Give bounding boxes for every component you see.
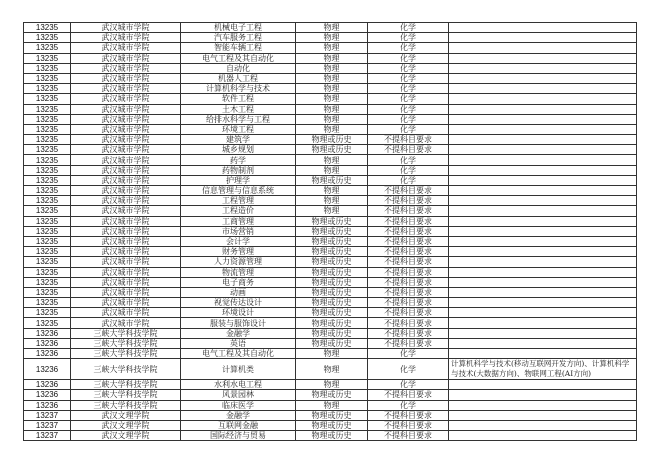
school-name-cell: 三峡大学科技学院 [71,328,181,338]
note-cell [449,277,637,287]
school-name-cell: 武汉城市学院 [71,155,181,165]
school-code-cell: 13235 [24,94,71,104]
first-subject-cell: 物理或历史 [296,298,368,308]
table-row [24,145,637,155]
school-name-cell: 武汉城市学院 [71,318,181,328]
second-subject-cell: 不提科目要求 [368,318,449,328]
school-name-cell: 武汉城市学院 [71,63,181,73]
table-row [24,63,637,73]
note-cell [449,410,637,420]
note-cell [449,196,637,206]
first-subject-cell: 物理或历史 [296,410,368,420]
second-subject-cell: 不提科目要求 [368,431,449,441]
table-row [24,410,637,420]
major-name-cell: 互联网金融 [181,420,296,430]
school-name-cell: 武汉文理学院 [71,410,181,420]
school-code-cell: 13235 [24,308,71,318]
major-name-cell: 工程造价 [181,206,296,216]
table-row [24,114,637,124]
note-cell [449,431,637,441]
major-name-cell: 电气工程及其自动化 [181,349,296,359]
table-body [24,23,637,441]
note-cell [449,318,637,328]
note-cell [449,287,637,297]
school-name-cell: 武汉城市学院 [71,257,181,267]
school-name-cell: 武汉城市学院 [71,23,181,33]
major-name-cell: 给排水科学与工程 [181,114,296,124]
school-code-cell: 13236 [24,338,71,348]
second-subject-cell: 不提科目要求 [368,206,449,216]
note-cell [449,23,637,33]
note-cell [449,114,637,124]
table-row [24,165,637,175]
second-subject-cell: 化学 [368,33,449,43]
school-code-cell: 13235 [24,145,71,155]
first-subject-cell: 物理或历史 [296,145,368,155]
note-cell [449,33,637,43]
table-row [24,135,637,145]
major-name-cell: 软件工程 [181,94,296,104]
school-name-cell: 武汉城市学院 [71,236,181,246]
table-row [24,53,637,63]
school-name-cell: 三峡大学科技学院 [71,359,181,380]
second-subject-cell: 不提科目要求 [368,410,449,420]
second-subject-cell: 化学 [368,124,449,134]
major-name-cell: 财务管理 [181,247,296,257]
table-row [24,94,637,104]
second-subject-cell: 不提科目要求 [368,226,449,236]
first-subject-cell: 物理或历史 [296,257,368,267]
first-subject-cell: 物理 [296,104,368,114]
note-cell [449,349,637,359]
school-code-cell: 13235 [24,216,71,226]
note-cell [449,165,637,175]
first-subject-cell: 物理或历史 [296,431,368,441]
school-name-cell: 武汉城市学院 [71,206,181,216]
table-row [24,206,637,216]
school-code-cell: 13235 [24,206,71,216]
second-subject-cell: 不提科目要求 [368,390,449,400]
school-code-cell: 13236 [24,400,71,410]
school-name-cell: 武汉文理学院 [71,431,181,441]
school-name-cell: 三峡大学科技学院 [71,400,181,410]
note-cell [449,338,637,348]
school-name-cell: 武汉城市学院 [71,298,181,308]
note-cell [449,400,637,410]
first-subject-cell: 物理或历史 [296,328,368,338]
note-cell [449,84,637,94]
first-subject-cell: 物理或历史 [296,287,368,297]
table-row [24,236,637,246]
second-subject-cell: 不提科目要求 [368,328,449,338]
school-code-cell: 13235 [24,23,71,33]
subject-requirements-table [23,22,637,441]
school-name-cell: 武汉城市学院 [71,175,181,185]
school-code-cell: 13235 [24,135,71,145]
note-cell [449,175,637,185]
school-code-cell: 13237 [24,420,71,430]
major-name-cell: 物流管理 [181,267,296,277]
note-cell [449,420,637,430]
table-row [24,359,637,380]
school-code-cell: 13235 [24,73,71,83]
major-name-cell: 土木工程 [181,104,296,114]
second-subject-cell: 不提科目要求 [368,257,449,267]
note-cell: 计算机科学与技术(移动互联网开发方向)、计算机科学与技术(大数据方向)、物联网工程(AI方向) [449,359,637,380]
note-cell [449,236,637,246]
note-cell [449,206,637,216]
school-code-cell: 13235 [24,277,71,287]
major-name-cell: 电气工程及其自动化 [181,53,296,63]
school-name-cell: 武汉城市学院 [71,145,181,155]
table-row [24,267,637,277]
school-name-cell: 武汉城市学院 [71,267,181,277]
school-name-cell: 三峡大学科技学院 [71,390,181,400]
second-subject-cell: 化学 [368,349,449,359]
school-code-cell: 13235 [24,267,71,277]
table-row [24,338,637,348]
first-subject-cell: 物理或历史 [296,277,368,287]
note-cell [449,124,637,134]
school-name-cell: 武汉城市学院 [71,104,181,114]
school-code-cell: 13235 [24,53,71,63]
second-subject-cell: 不提科目要求 [368,216,449,226]
major-name-cell: 汽车服务工程 [181,33,296,43]
major-name-cell: 风景园林 [181,390,296,400]
major-name-cell: 视觉传达设计 [181,298,296,308]
second-subject-cell: 化学 [368,155,449,165]
table-row [24,216,637,226]
school-name-cell: 三峡大学科技学院 [71,380,181,390]
school-name-cell: 武汉城市学院 [71,226,181,236]
major-name-cell: 英语 [181,338,296,348]
table-row [24,155,637,165]
first-subject-cell: 物理或历史 [296,420,368,430]
table-row [24,186,637,196]
second-subject-cell: 不提科目要求 [368,267,449,277]
note-cell [449,257,637,267]
note-cell [449,226,637,236]
school-code-cell: 13235 [24,84,71,94]
table-row [24,23,637,33]
major-name-cell: 建筑学 [181,135,296,145]
first-subject-cell: 物理或历史 [296,175,368,185]
major-name-cell: 自动化 [181,63,296,73]
school-name-cell: 武汉城市学院 [71,186,181,196]
second-subject-cell: 化学 [368,53,449,63]
table-row [24,298,637,308]
school-code-cell: 13235 [24,63,71,73]
table-row [24,287,637,297]
major-name-cell: 机器人工程 [181,73,296,83]
school-name-cell: 武汉城市学院 [71,196,181,206]
major-name-cell: 环境工程 [181,124,296,134]
school-name-cell: 武汉城市学院 [71,135,181,145]
table-row [24,318,637,328]
first-subject-cell: 物理 [296,380,368,390]
note-cell [449,267,637,277]
first-subject-cell: 物理 [296,196,368,206]
school-name-cell: 武汉城市学院 [71,287,181,297]
school-code-cell: 13235 [24,124,71,134]
note-cell [449,104,637,114]
major-name-cell: 药学 [181,155,296,165]
second-subject-cell: 化学 [368,104,449,114]
school-code-cell: 13236 [24,359,71,380]
first-subject-cell: 物理或历史 [296,135,368,145]
major-name-cell: 电子商务 [181,277,296,287]
table-row [24,226,637,236]
school-code-cell: 13235 [24,186,71,196]
school-code-cell: 13236 [24,349,71,359]
second-subject-cell: 不提科目要求 [368,298,449,308]
first-subject-cell: 物理或历史 [296,216,368,226]
second-subject-cell: 不提科目要求 [368,135,449,145]
school-name-cell: 武汉文理学院 [71,420,181,430]
note-cell [449,247,637,257]
school-name-cell: 武汉城市学院 [71,165,181,175]
table-row [24,277,637,287]
table-row [24,84,637,94]
second-subject-cell: 化学 [368,165,449,175]
major-name-cell: 工程管理 [181,196,296,206]
table-row [24,196,637,206]
note-cell [449,43,637,53]
major-name-cell: 城乡规划 [181,145,296,155]
note-cell [449,328,637,338]
school-name-cell: 武汉城市学院 [71,53,181,63]
second-subject-cell: 不提科目要求 [368,308,449,318]
major-name-cell: 药物制剂 [181,165,296,175]
first-subject-cell: 物理 [296,124,368,134]
school-code-cell: 13235 [24,43,71,53]
table-row [24,431,637,441]
second-subject-cell: 不提科目要求 [368,186,449,196]
major-name-cell: 信息管理与信息系统 [181,186,296,196]
second-subject-cell: 不提科目要求 [368,236,449,246]
major-name-cell: 金融学 [181,410,296,420]
second-subject-cell: 不提科目要求 [368,338,449,348]
note-cell [449,73,637,83]
table-row [24,73,637,83]
school-name-cell: 武汉城市学院 [71,84,181,94]
major-name-cell: 人力资源管理 [181,257,296,267]
second-subject-cell: 不提科目要求 [368,420,449,430]
first-subject-cell: 物理 [296,114,368,124]
first-subject-cell: 物理或历史 [296,318,368,328]
school-name-cell: 三峡大学科技学院 [71,338,181,348]
major-name-cell: 服装与服饰设计 [181,318,296,328]
second-subject-cell: 化学 [368,175,449,185]
table-row [24,308,637,318]
major-name-cell: 工商管理 [181,216,296,226]
school-code-cell: 13236 [24,390,71,400]
school-name-cell: 武汉城市学院 [71,73,181,83]
note-cell [449,308,637,318]
school-name-cell: 武汉城市学院 [71,247,181,257]
note-cell [449,380,637,390]
major-name-cell: 国际经济与贸易 [181,431,296,441]
first-subject-cell: 物理或历史 [296,236,368,246]
table-row [24,43,637,53]
first-subject-cell: 物理或历史 [296,308,368,318]
school-code-cell: 13235 [24,287,71,297]
school-code-cell: 13235 [24,33,71,43]
first-subject-cell: 物理 [296,84,368,94]
note-cell [449,135,637,145]
school-code-cell: 13236 [24,328,71,338]
second-subject-cell: 不提科目要求 [368,277,449,287]
first-subject-cell: 物理 [296,23,368,33]
first-subject-cell: 物理或历史 [296,338,368,348]
note-cell [449,390,637,400]
school-code-cell: 13235 [24,175,71,185]
note-cell [449,53,637,63]
school-code-cell: 13235 [24,298,71,308]
first-subject-cell: 物理或历史 [296,390,368,400]
table-row [24,175,637,185]
school-name-cell: 武汉城市学院 [71,124,181,134]
school-code-cell: 13237 [24,431,71,441]
school-code-cell: 13235 [24,114,71,124]
first-subject-cell: 物理 [296,359,368,380]
first-subject-cell: 物理 [296,63,368,73]
major-name-cell: 市场营销 [181,226,296,236]
school-name-cell: 武汉城市学院 [71,277,181,287]
second-subject-cell: 不提科目要求 [368,145,449,155]
major-name-cell: 环境设计 [181,308,296,318]
second-subject-cell: 不提科目要求 [368,247,449,257]
first-subject-cell: 物理 [296,165,368,175]
first-subject-cell: 物理 [296,53,368,63]
major-name-cell: 会计学 [181,236,296,246]
first-subject-cell: 物理 [296,400,368,410]
school-code-cell: 13235 [24,236,71,246]
first-subject-cell: 物理或历史 [296,267,368,277]
table-row [24,328,637,338]
major-name-cell: 临床医学 [181,400,296,410]
table-row [24,349,637,359]
school-code-cell: 13235 [24,257,71,267]
major-name-cell: 计算机科学与技术 [181,84,296,94]
table-row [24,420,637,430]
first-subject-cell: 物理 [296,155,368,165]
school-name-cell: 武汉城市学院 [71,43,181,53]
first-subject-cell: 物理 [296,206,368,216]
second-subject-cell: 化学 [368,94,449,104]
school-name-cell: 武汉城市学院 [71,94,181,104]
note-cell [449,216,637,226]
school-code-cell: 13235 [24,318,71,328]
second-subject-cell: 化学 [368,84,449,94]
school-code-cell: 13237 [24,410,71,420]
note-cell [449,186,637,196]
major-name-cell: 金融学 [181,328,296,338]
school-name-cell: 三峡大学科技学院 [71,349,181,359]
first-subject-cell: 物理或历史 [296,226,368,236]
table-row [24,104,637,114]
school-code-cell: 13236 [24,380,71,390]
first-subject-cell: 物理或历史 [296,247,368,257]
table-row [24,390,637,400]
second-subject-cell: 化学 [368,380,449,390]
first-subject-cell: 物理 [296,43,368,53]
second-subject-cell: 化学 [368,359,449,380]
school-code-cell: 13235 [24,226,71,236]
first-subject-cell: 物理 [296,186,368,196]
school-code-cell: 13235 [24,196,71,206]
note-cell [449,298,637,308]
table-row [24,247,637,257]
table-row [24,380,637,390]
second-subject-cell: 不提科目要求 [368,196,449,206]
major-name-cell: 护理学 [181,175,296,185]
major-name-cell: 动画 [181,287,296,297]
first-subject-cell: 物理 [296,349,368,359]
major-name-cell: 水利水电工程 [181,380,296,390]
note-cell [449,63,637,73]
school-name-cell: 武汉城市学院 [71,114,181,124]
second-subject-cell: 化学 [368,63,449,73]
second-subject-cell: 化学 [368,23,449,33]
second-subject-cell: 化学 [368,114,449,124]
note-cell [449,145,637,155]
school-code-cell: 13235 [24,104,71,114]
note-cell [449,94,637,104]
first-subject-cell: 物理 [296,73,368,83]
major-name-cell: 计算机类 [181,359,296,380]
table-row [24,124,637,134]
school-name-cell: 武汉城市学院 [71,308,181,318]
major-name-cell: 智能车辆工程 [181,43,296,53]
second-subject-cell: 化学 [368,400,449,410]
school-code-cell: 13235 [24,155,71,165]
school-code-cell: 13235 [24,247,71,257]
first-subject-cell: 物理 [296,94,368,104]
school-name-cell: 武汉城市学院 [71,216,181,226]
second-subject-cell: 化学 [368,73,449,83]
table-row [24,400,637,410]
second-subject-cell: 化学 [368,43,449,53]
second-subject-cell: 不提科目要求 [368,287,449,297]
note-cell [449,155,637,165]
table-row [24,257,637,267]
major-name-cell: 机械电子工程 [181,23,296,33]
school-name-cell: 武汉城市学院 [71,33,181,43]
first-subject-cell: 物理 [296,33,368,43]
school-code-cell: 13235 [24,165,71,175]
table-row [24,33,637,43]
